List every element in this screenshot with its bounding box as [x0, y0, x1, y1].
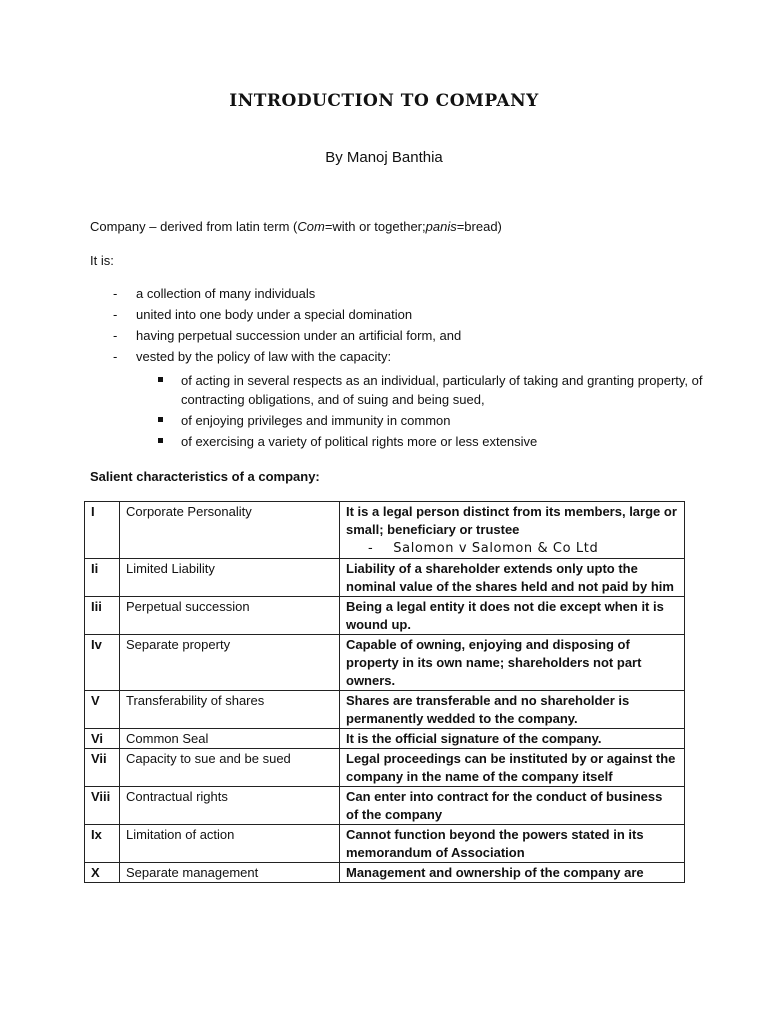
list-item [155, 371, 711, 409]
square-bullet-icon [158, 438, 163, 443]
case-reference [346, 540, 678, 558]
row-number: Ix [85, 825, 120, 863]
characteristics-table [84, 501, 685, 883]
characteristic-name: Contractual rights [120, 787, 340, 825]
characteristic-description: Legal proceedings can be instituted by or against the company in the name of the company itself [340, 749, 685, 787]
characteristic-description: Shares are transferable and no shareholder is permanently wedded to the company. [340, 691, 685, 729]
document-author: By Manoj Banthia [325, 149, 443, 166]
definition-term-com: Com [297, 219, 325, 234]
characteristic-name: Perpetual succession [120, 597, 340, 635]
list-item [113, 307, 461, 328]
row-number: V [85, 691, 120, 729]
table-row [85, 502, 685, 559]
dash-marker: - [113, 307, 118, 322]
definition-meaning-com: =with or together; [324, 219, 426, 234]
list-item-text: a collection of many individuals [136, 286, 316, 301]
truncated-description: Management and ownership of the company are [346, 865, 644, 880]
characteristic-description: Liability of a shareholder extends only upto the nominal value of the shares held and not paid by him [340, 559, 685, 597]
list-item-text: of enjoying privileges and immunity in common [181, 413, 451, 428]
definition-meaning-panis: =bread) [456, 219, 502, 234]
characteristic-description: Capable of owning, enjoying and disposing of property in its own name; shareholders not part owners. [340, 635, 685, 691]
capacity-list [155, 371, 711, 453]
characteristic-name: Limitation of action [120, 825, 340, 863]
square-bullet-icon [158, 417, 163, 422]
document-title: INTRODUCTION TO COMPANY [229, 91, 539, 111]
characteristic-description: Cannot function beyond the powers stated in its memorandum of Association [340, 825, 685, 863]
row-number: X [85, 863, 120, 883]
row-number: Viii [85, 787, 120, 825]
square-bullet-icon [158, 377, 163, 382]
characteristic-description: Being a legal entity it does not die except when it is wound up. [340, 597, 685, 635]
list-item [113, 286, 461, 307]
dash-marker: - [368, 541, 374, 556]
dash-marker: - [113, 328, 118, 343]
list-item-text: of acting in several respects as an individual, particularly of taking and granting property, of contracting obligations, and of suing and being sued, [181, 373, 703, 407]
characteristic-name: Limited Liability [120, 559, 340, 597]
list-item-text: of exercising a variety of political rights more or less extensive [181, 434, 538, 449]
description-text: It is a legal person distinct from its members, large or small; beneficiary or trustee [346, 504, 677, 537]
table-row [85, 787, 685, 825]
list-item [155, 411, 711, 430]
list-item [113, 349, 461, 370]
characteristic-name: Corporate Personality [120, 502, 340, 559]
table-row [85, 749, 685, 787]
definition-line [90, 219, 502, 235]
definition-prefix: Company – derived from latin term ( [90, 219, 298, 234]
definition-term-panis: panis [425, 219, 457, 234]
characteristic-name: Common Seal [120, 729, 340, 749]
characteristic-name: Separate property [120, 635, 340, 691]
table-row [85, 597, 685, 635]
row-number: Iii [85, 597, 120, 635]
row-number: Vii [85, 749, 120, 787]
table-row [85, 559, 685, 597]
dash-marker: - [113, 286, 118, 301]
list-item [113, 328, 461, 349]
list-item [155, 432, 711, 451]
characteristic-description: Can enter into contract for the conduct of business of the company [340, 787, 685, 825]
dash-marker: - [113, 349, 118, 364]
characteristic-description [340, 502, 685, 559]
row-number: Iv [85, 635, 120, 691]
list-item-text: having perpetual succession under an artificial form, and [136, 328, 462, 343]
characteristic-name: Separate management [120, 863, 340, 883]
table-row [85, 729, 685, 749]
it-is-label: It is: [90, 253, 114, 268]
row-number: Vi [85, 729, 120, 749]
table-row [85, 863, 685, 883]
characteristic-name: Transferability of shares [120, 691, 340, 729]
characteristics-heading: Salient characteristics of a company: [90, 469, 320, 484]
row-number: Ii [85, 559, 120, 597]
row-number: I [85, 502, 120, 559]
table-row [85, 691, 685, 729]
table-row [85, 825, 685, 863]
characteristic-description: It is the official signature of the company. [340, 729, 685, 749]
characteristic-name: Capacity to sue and be sued [120, 749, 340, 787]
dash-list [113, 286, 461, 370]
table-row [85, 635, 685, 691]
list-item-text: united into one body under a special domination [136, 307, 413, 322]
case-name: Salomon v Salomon & Co Ltd [393, 541, 599, 556]
characteristic-description [340, 863, 685, 883]
list-item-text: vested by the policy of law with the capacity: [136, 349, 392, 364]
